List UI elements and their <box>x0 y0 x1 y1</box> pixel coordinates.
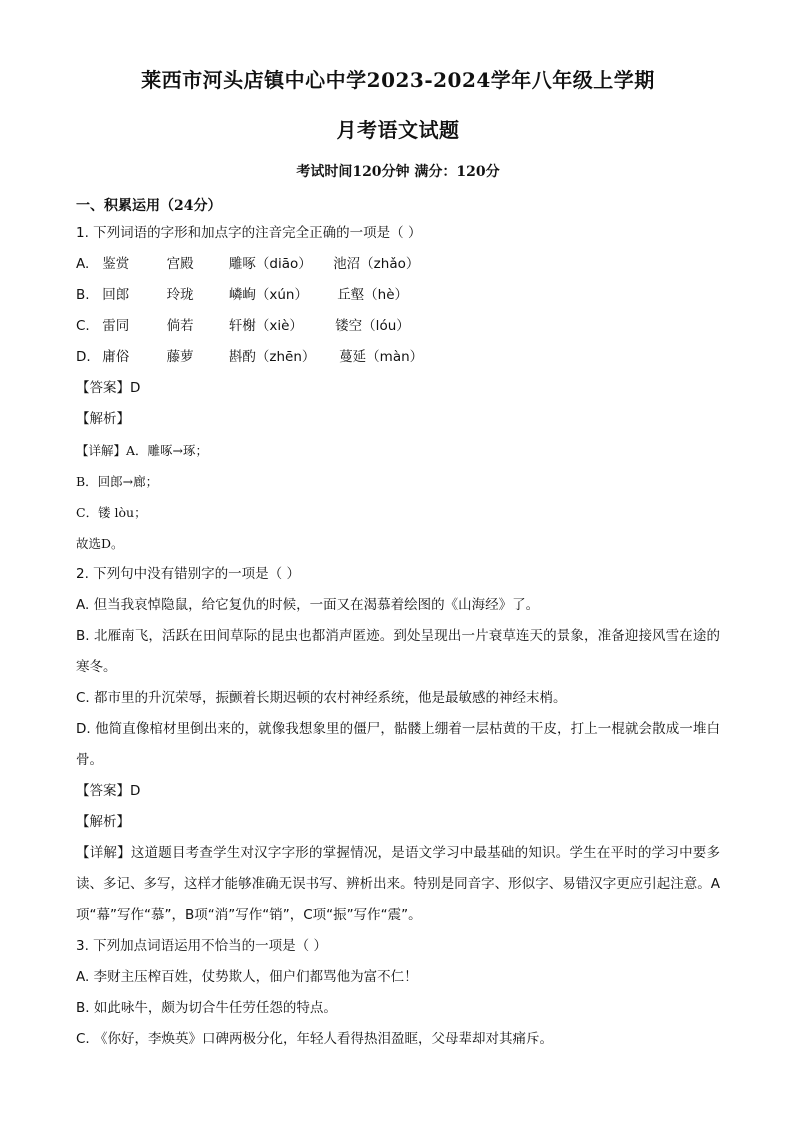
option-word: 蔓延（màn） <box>339 349 424 365</box>
option-label: B. <box>76 287 90 303</box>
option-c: C. 《你好，李焕英》口碑两极分化，年轻人看得热泪盈眶，父母辈却对其痛斥。 <box>76 1031 554 1047</box>
option-word: 雷同 <box>102 318 130 334</box>
section-heading: 一、积累运用（24分） <box>76 198 222 214</box>
answer: 【答案】D <box>76 783 141 799</box>
analysis-detail: 【详解】这道题目考查学生对汉字字形的掌握情况，是语文学习中最基础的知识。学生在平时的学习中要多读、多记、多写，这样才能够准确无误书写、辨析出来。特别是同音字、形似字、易错汉字更应引起注意。A项“幕”写作“慕”，B项“消”写作“销”，C项“振”写作“震”。 <box>76 845 720 923</box>
question-3 <box>76 931 720 1055</box>
analysis-detail: 故选D。 <box>76 536 124 551</box>
analysis-detail: C．镂 lòu； <box>76 505 147 520</box>
option-a <box>76 249 720 280</box>
option-word: 庸俗 <box>102 349 130 365</box>
exam-subtitle: 月考语文试题 <box>336 118 460 142</box>
option-word: 宫殿 <box>166 256 194 272</box>
option-word: 丘壑（hè） <box>337 287 409 303</box>
question-stem: 2. 下列句中没有错别字的一项是（ ） <box>76 566 300 582</box>
option-word: 回郎 <box>102 287 130 303</box>
question-1 <box>76 218 720 559</box>
option-word: 嶙峋（xún） <box>228 287 308 303</box>
exam-info: 考试时间120分钟 满分：120分 <box>296 164 500 180</box>
option-word: 池沼（zhǎo） <box>333 256 420 272</box>
analysis-detail: 【详解】A．雕啄→琢； <box>76 443 209 458</box>
option-word: 倘若 <box>166 318 194 334</box>
analysis-detail: B．回郎→廊； <box>76 474 159 489</box>
option-word: 藤萝 <box>166 349 194 365</box>
option-c <box>76 311 720 342</box>
question-stem: 1. 下列词语的字形和加点字的注音完全正确的一项是（ ） <box>76 225 422 241</box>
option-label: D. <box>76 349 91 365</box>
option-word: 雕啄（diāo） <box>228 256 312 272</box>
option-label: C. <box>76 318 90 334</box>
option-d: D. 他简直像棺材里倒出来的，就像我想象里的僵尸，骷髅上绷着一层枯黄的干皮，打上一棍就会散成一堆白骨。 <box>76 721 720 768</box>
option-b: B. 北雁南飞，活跃在田间草际的昆虫也都消声匿迹。到处呈现出一片衰草连天的景象，准备迎接风雪在途的寒冬。 <box>76 628 720 675</box>
option-b <box>76 280 720 311</box>
analysis-label: 【解析】 <box>76 411 130 427</box>
option-word: 轩榭（xiè） <box>228 318 303 334</box>
option-c: C. 都市里的升沉荣辱，振颤着长期迟顿的农村神经系统，他是最敏感的神经末梢。 <box>76 690 567 706</box>
option-a: A. 但当我哀悼隐鼠，给它复仇的时候，一面又在渴慕着绘图的《山海经》了。 <box>76 597 540 613</box>
option-word: 玲珑 <box>166 287 194 303</box>
exam-page <box>76 64 720 1055</box>
analysis-label: 【解析】 <box>76 814 130 830</box>
option-a: A. 李财主压榨百姓，仗势欺人，佃户们都骂他为富不仁！ <box>76 969 418 985</box>
question-stem: 3. 下列加点词语运用不恰当的一项是（ ） <box>76 938 327 954</box>
option-word: 镂空（lóu） <box>335 318 410 334</box>
option-label: A. <box>76 256 90 272</box>
option-d <box>76 342 720 373</box>
question-2 <box>76 559 720 931</box>
option-b: B. 如此咏牛，颇为切合牛任劳任怨的特点。 <box>76 1000 337 1016</box>
option-word: 鉴赏 <box>102 256 130 272</box>
option-word: 斟酌（zhēn） <box>228 349 316 365</box>
answer: 【答案】D <box>76 380 141 396</box>
exam-title: 莱西市河头店镇中心中学2023-2024学年八年级上学期 <box>141 68 655 92</box>
